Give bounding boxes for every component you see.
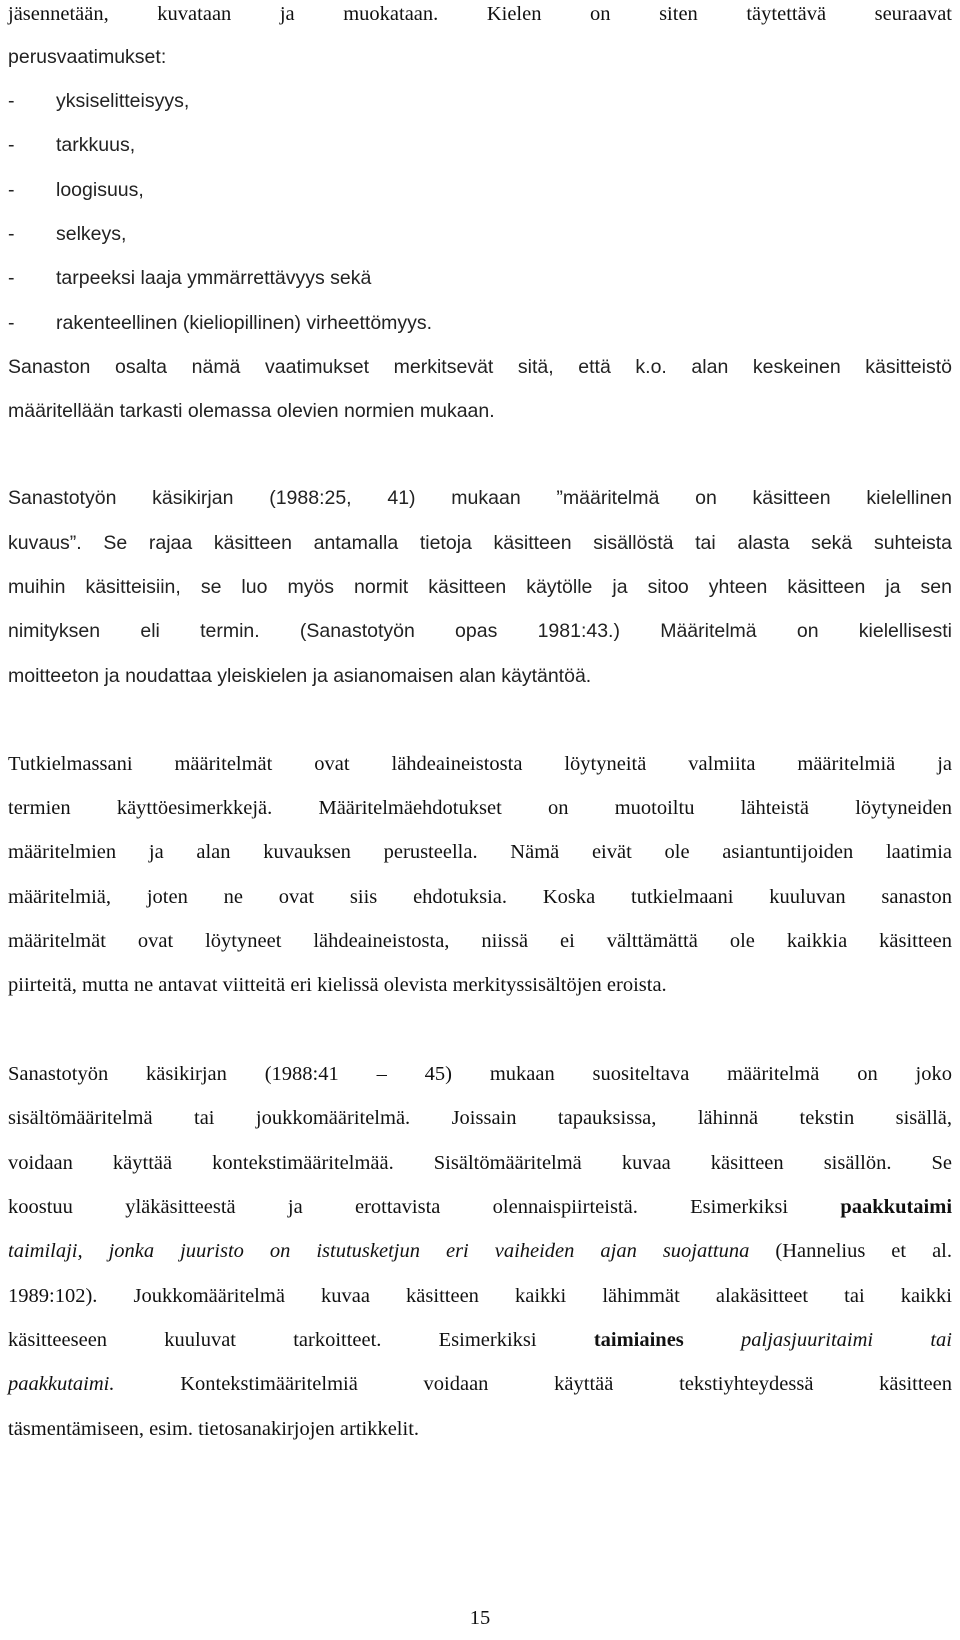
para3-line-5: määritelmät ovat löytyneet lähdeaineistosta, niissä ei välttämättä ole kaikkia käsitteen bbox=[8, 930, 952, 952]
para4-line-7 bbox=[8, 1328, 952, 1352]
list-dash: - bbox=[8, 312, 15, 334]
list-dash: - bbox=[8, 267, 15, 289]
list-item bbox=[8, 133, 135, 157]
list-item-text: selkeys, bbox=[56, 223, 127, 245]
para4-line-8 bbox=[8, 1372, 952, 1396]
list-item-text: loogisuus, bbox=[56, 179, 144, 201]
para3-line-2: termien käyttöesimerkkejä. Määritelmäehdotukset on muotoiltu lähteistä löytyneiden bbox=[8, 797, 952, 819]
para4-line-4 bbox=[8, 1195, 952, 1219]
para4-line-3: voidaan käyttää kontekstimääritelmää. Sisältömääritelmä kuvaa käsitteen sisällön. Se bbox=[8, 1152, 952, 1174]
list-dash: - bbox=[8, 90, 15, 112]
para1-line-1: Sanaston osalta nämä vaatimukset merkitsevät sitä, että k.o. alan keskeinen käsitteistö bbox=[8, 356, 952, 378]
list-item-text: tarkkuus, bbox=[56, 134, 136, 156]
para4-line-8-text: Kontekstimääritelmiä voidaan käyttää tekstiyhteydessä käsitteen bbox=[180, 1373, 953, 1395]
para4-line-2: sisältömääritelmä tai joukkomääritelmä. Joissain tapauksissa, lähinnä tekstin sisällä, bbox=[8, 1107, 952, 1129]
list-item bbox=[8, 311, 432, 335]
reference-hannelius: (Hannelius et al. bbox=[775, 1240, 952, 1262]
term-paakkutaimi: paakkutaimi bbox=[840, 1196, 953, 1218]
para4-line-9: täsmentämiseen, esim. tietosanakirjojen artikkelit. bbox=[8, 1418, 420, 1440]
para4-line-6: 1989:102). Joukkomääritelmä kuvaa käsitteen kaikki lähimmät alakäsitteet tai kaikki bbox=[8, 1285, 952, 1307]
list-item bbox=[8, 222, 126, 246]
list-dash: - bbox=[8, 223, 15, 245]
definition-taimiaines-cont: paakkutaimi. bbox=[8, 1373, 115, 1395]
para2-line-5: moitteeton ja noudattaa yleiskielen ja asianomaisen alan käytäntöä. bbox=[8, 665, 592, 687]
para4-line-1: Sanastotyön käsikirjan (1988:41 – 45) mukaan suositeltava määritelmä on joko bbox=[8, 1063, 952, 1085]
list-item bbox=[8, 89, 189, 113]
intro-line-1: jäsennetään, kuvataan ja muokataan. Kielen on siten täytettävä seuraavat bbox=[8, 3, 952, 25]
list-item-text: rakenteellinen (kieliopillinen) virheettömyys. bbox=[56, 312, 433, 334]
para4-line-5 bbox=[8, 1239, 952, 1263]
para2-line-4: nimityksen eli termin. (Sanastotyön opas 1981:43.) Määritelmä on kielellisesti bbox=[8, 620, 952, 642]
term-taimiaines: taimiaines bbox=[593, 1329, 684, 1351]
para4-line-7-text: käsitteeseen kuuluvat tarkoitteet. Esimerkiksi bbox=[8, 1329, 537, 1351]
page-number: 15 bbox=[469, 1607, 491, 1629]
list-item-text: yksiselitteisyys, bbox=[56, 90, 190, 112]
para3-line-3: määritelmien ja alan kuvauksen perusteella. Nämä eivät ole asiantuntijoiden laatimia bbox=[8, 841, 952, 863]
para2-line-2: kuvaus”. Se rajaa käsitteen antamalla tietoja käsitteen sisällöstä tai alasta sekä suhteista bbox=[8, 532, 952, 554]
definition-paakkutaimi: taimilaji, jonka juuristo on istutusketjun eri vaiheiden ajan suojattuna bbox=[8, 1240, 750, 1262]
list-item-text: tarpeeksi laaja ymmärrettävyys sekä bbox=[56, 267, 372, 289]
para3-line-4: määritelmiä, joten ne ovat siis ehdotuksia. Koska tutkielmaani kuuluvan sanaston bbox=[8, 886, 952, 908]
intro-line-2: perusvaatimukset: bbox=[8, 46, 167, 68]
list-item bbox=[8, 178, 144, 202]
para1-line-2: määritellään tarkasti olemassa olevien normien mukaan. bbox=[8, 400, 495, 422]
para3-line-1: Tutkielmassani määritelmät ovat lähdeaineistosta löytyneitä valmiita määritelmiä ja bbox=[8, 753, 952, 775]
para3-line-6: piirteitä, mutta ne antavat viitteitä eri kielissä olevista merkityssisältöjen eroista. bbox=[8, 974, 667, 996]
list-dash: - bbox=[8, 179, 15, 201]
para4-line-4-text: koostuu yläkäsitteestä ja erottavista olennaispiirteistä. Esimerkiksi bbox=[8, 1196, 789, 1218]
para2-line-1: Sanastotyön käsikirjan (1988:25, 41) mukaan ”määritelmä on käsitteen kielellinen bbox=[8, 487, 952, 509]
definition-taimiaines: paljasjuuritaimi tai bbox=[741, 1329, 952, 1351]
list-dash: - bbox=[8, 134, 15, 156]
list-item bbox=[8, 266, 371, 290]
para2-line-3: muihin käsitteisiin, se luo myös normit käsitteen käytölle ja sitoo yhteen käsitteen ja sen bbox=[8, 576, 952, 598]
